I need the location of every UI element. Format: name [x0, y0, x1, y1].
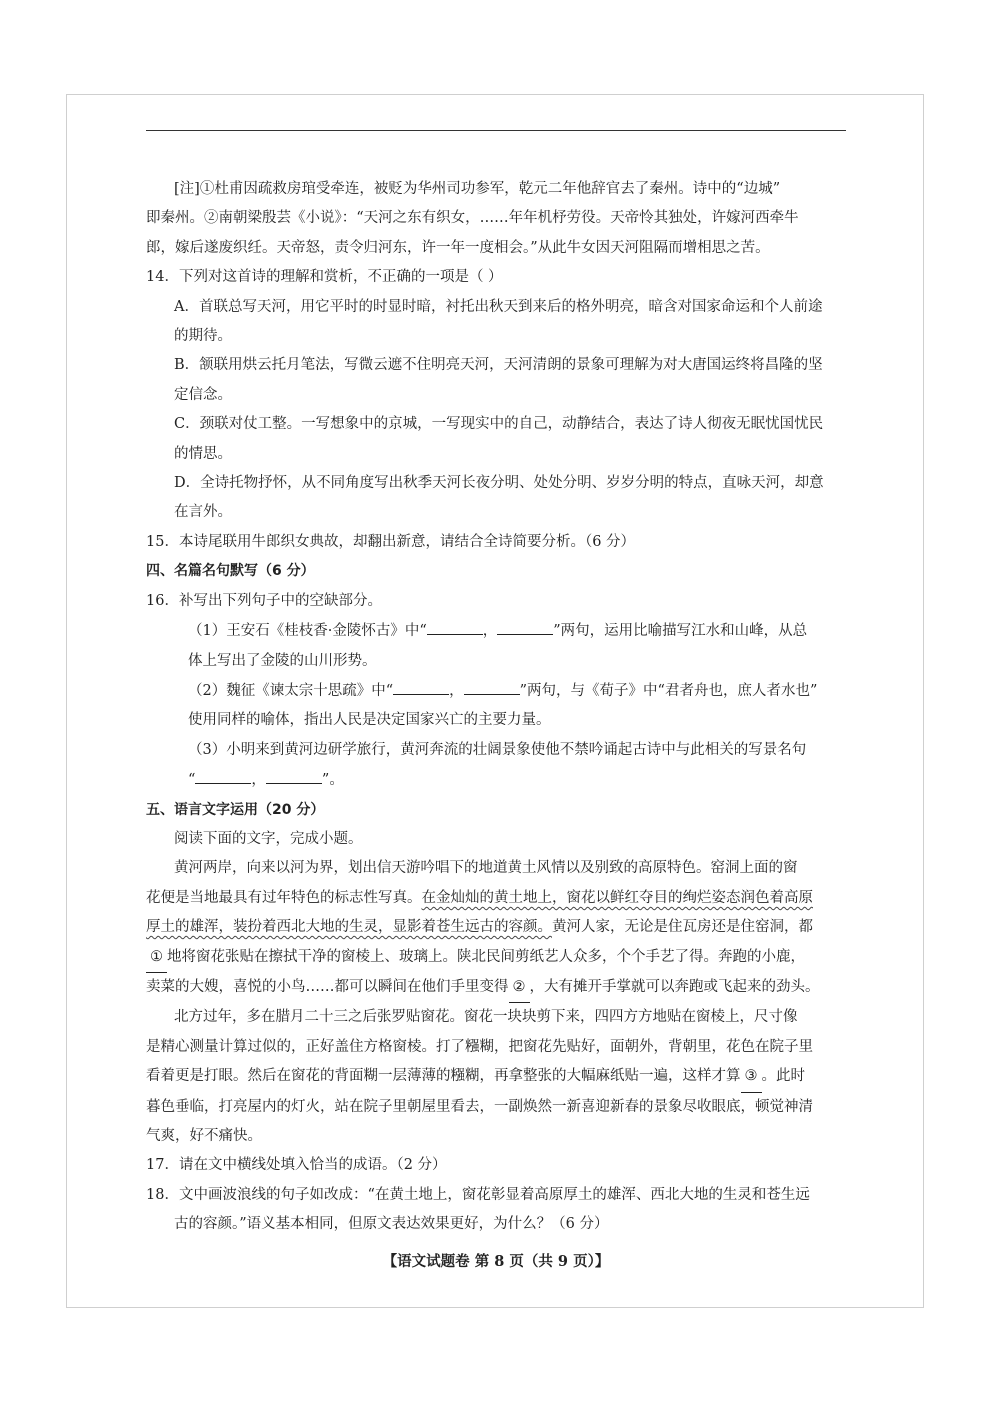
q16-1-separator: ， — [482, 623, 498, 640]
passage-p1-text-3: 地将窗花张贴在擦拭干净的窗棱上、玻璃上。陕北民间剪纸艺人众多，个个手艺了得。奔跑的小鹿， — [167, 948, 805, 965]
q16-item-2-text-a: （2）魏征《谏太宗十思疏》中“ — [188, 682, 394, 699]
passage-p1-line1: 黄河两岸，向来以河为界，划出信天游吟唱下的地道黄土风情以及别致的高原特色。窑洞上面的窗 — [174, 860, 798, 877]
q16-3-blank-2[interactable] — [266, 765, 322, 784]
q14-option-c-line2: 的情思。 — [174, 445, 232, 462]
q16-item-1 — [146, 616, 846, 646]
q16-item-3-cont — [146, 765, 846, 795]
passage-p2-text: 看着更是打眼。然后在窗花的背面糊一层薄薄的糨糊，再拿整张的大幅麻纸贴一遍，这样才算 — [146, 1068, 741, 1085]
passage-p2-line3 — [146, 1062, 846, 1092]
question-15: 15．本诗尾联用牛郎织女典故，却翻出新意，请结合全诗简要分析。（6 分） — [146, 533, 636, 550]
blank-marker-1[interactable]: ① — [146, 943, 167, 973]
q16-item-3: （3）小明来到黄河边研学旅行，黄河奔流的壮阔景象使他不禁吟诵起古诗中与此相关的写景名句 — [188, 741, 807, 758]
passage-p1-text-4: 卖菜的大嫂，喜悦的小鸟……都可以瞬间在他们手里变得 — [146, 978, 509, 995]
q14-option-b-line1: B．颔联用烘云托月笔法，写微云遮不住明亮天河，天河清朗的景象可理解为对大唐国运终将昌隆的坚 — [174, 357, 823, 374]
q14-option-a-line2: 的期待。 — [174, 328, 232, 345]
blank-marker-2[interactable]: ② — [509, 973, 530, 1003]
question-14-stem: 14．下列对这首诗的理解和赏析，不正确的一项是（ ） — [146, 269, 503, 286]
q16-item-2-text-b: ”两句，与《荀子》中“君者舟也，庶人者水也” — [519, 682, 818, 699]
question-18-line1: 18．文中画波浪线的句子如改成：“在黄土地上，窗花彰显着高原厚土的雄浑、西北大地的生灵和苍生远 — [146, 1186, 810, 1203]
note-line-2: 即秦州。②南朝梁殷芸《小说》：“天河之东有织女，……年年机杼劳役。天帝怜其独处，许嫁河西牵牛 — [146, 210, 799, 227]
q16-1-blank-2[interactable] — [497, 616, 553, 635]
passage-p2-line5: 气爽，好不痛快。 — [146, 1128, 262, 1144]
passage-p2-line2: 是精心测量计算过似的，正好盖住方格窗棱。打了糨糊，把窗花先贴好，面朝外，背朝里，花色在院子里 — [146, 1038, 813, 1055]
exam-content — [146, 175, 846, 1240]
q16-2-blank-1[interactable] — [393, 676, 449, 695]
passage-p2-line4: 暮色垂临，打亮屋内的灯火，站在院子里朝屋里看去，一副焕然一新喜迎新春的景象尽收眼底，顿觉神清 — [146, 1098, 813, 1115]
reading-instruction: 阅读下面的文字，完成小题。 — [174, 830, 363, 847]
q16-item-1-text-b: ”两句，运用比喻描写江水和山峰，从总 — [553, 623, 808, 640]
passage-p2-line1: 北方过年，多在腊月二十三之后张罗贴窗花。窗花一块块剪下来，四四方方地贴在窗棱上，尺寸像 — [174, 1009, 798, 1026]
q16-2-blank-2[interactable] — [464, 676, 520, 695]
q16-3-close-quote: ”。 — [321, 772, 344, 789]
wavy-sentence-part-2: 厚土的雄浑，装扮着西北大地的生灵，显影着苍生远古的容颜。 — [146, 919, 552, 936]
question-17: 17．请在文中横线处填入恰当的成语。（2 分） — [146, 1157, 447, 1174]
header-rule — [146, 130, 846, 131]
section-5-heading: 五、语言文字运用（20 分） — [146, 801, 325, 818]
q14-option-d-line2: 在言外。 — [174, 504, 232, 521]
note-line-3: 郎，嫁后遂废织纴。天帝怒，责令归河东，许一年一度相会。”从此牛女因天河阻隔而增相思之苦。 — [146, 239, 770, 256]
passage-p1-line3 — [146, 913, 846, 942]
passage-p1-text-2: 黄河人家，无论是住瓦房还是住窑洞，都 — [552, 919, 813, 936]
q16-2-separator: ， — [449, 682, 464, 699]
passage-p2-text-2: 。此时 — [761, 1068, 805, 1085]
section-4-heading: 四、名篇名句默写（6 分） — [146, 563, 315, 580]
passage-p1-text: 花便是当地最具有过年特色的标志性写真。 — [146, 889, 422, 906]
blank-marker-3[interactable]: ③ — [741, 1062, 762, 1092]
question-16-stem: 16．补写出下列句子中的空缺部分。 — [146, 592, 382, 609]
q16-3-separator: ， — [251, 772, 266, 789]
question-18-line2: 古的容颜。”语义基本相同，但原文表达效果更好，为什么？（6 分） — [174, 1216, 609, 1233]
q16-1-blank-1[interactable] — [427, 616, 483, 635]
passage-p1-text-5: ，大有摊开手掌就可以奔跑或飞起来的劲头。 — [529, 978, 820, 995]
q16-3-blank-1[interactable] — [195, 765, 251, 784]
q16-3-open-quote: “ — [188, 772, 196, 789]
wavy-sentence-part-1: 在金灿灿的黄土地上，窗花以鲜红夺目的绚烂姿态润色着高原 — [421, 889, 813, 906]
q16-item-1-cont: 体上写出了金陵的山川形势。 — [188, 652, 377, 669]
page-footer: 【语文试题卷 第 8 页（共 9 页）】 — [382, 1253, 610, 1270]
q14-option-c-line1: C．颈联对仗工整。一写想象中的京城，一写现实中的自己，动静结合，表达了诗人彻夜无眠忧国忧民 — [174, 416, 824, 433]
q16-item-2-cont: 使用同样的喻体，指出人民是决定国家兴亡的主要力量。 — [188, 712, 551, 729]
q14-option-d-line1: D．全诗托物抒怀，从不同角度写出秋季天河长夜分明、处处分明、岁岁分明的特点，直咏天河，却意 — [174, 475, 824, 492]
q16-item-2 — [146, 676, 846, 706]
q14-option-b-line2: 定信念。 — [174, 386, 232, 403]
q14-option-a-line1: A．首联总写天河，用它平时的时显时暗，衬托出秋天到来后的格外明亮，暗含对国家命运和个人前途 — [174, 298, 823, 315]
passage-p1-line5 — [146, 973, 846, 1003]
q16-item-1-text-a: （1）王安石《桂枝香·金陵怀古》中“ — [188, 623, 427, 640]
passage-p1-line4 — [146, 943, 846, 973]
passage-p1-line2 — [146, 884, 846, 913]
note-line-1: [注]①杜甫因疏救房琯受牵连，被贬为华州司功参军，乾元二年他辞官去了秦州。诗中的“边城” — [174, 181, 781, 197]
